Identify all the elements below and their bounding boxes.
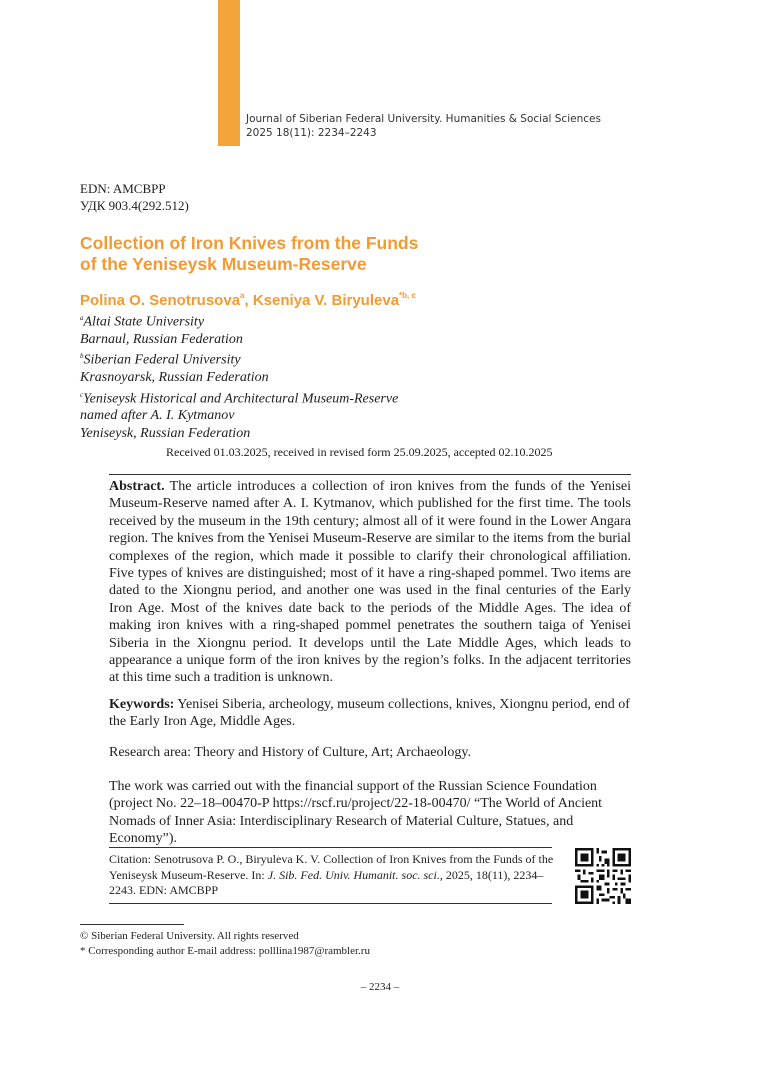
keywords-label: Keywords: bbox=[109, 697, 175, 712]
affiliation-c-location: Yeniseysk, Russian Federation bbox=[80, 425, 251, 441]
author-separator: , bbox=[244, 292, 253, 309]
udk-code: УДК 903.4(292.512) bbox=[80, 198, 189, 213]
abstract bbox=[109, 478, 631, 687]
affiliation-b-mark: b bbox=[80, 352, 84, 361]
keywords bbox=[109, 696, 631, 731]
affiliation-b bbox=[80, 348, 398, 369]
journal-name: Journal of Siberian Federal University. Humanities & Social Sciences bbox=[246, 113, 601, 125]
corresponding-author: * Corresponding author E-mail address: polllina1987@rambler.ru bbox=[80, 945, 370, 957]
research-area: Research area: Theory and History of Culture, Art; Archaeology. bbox=[109, 745, 471, 760]
citation bbox=[109, 852, 556, 899]
article-identifiers bbox=[80, 180, 189, 214]
affiliation-a-mark: a bbox=[80, 314, 84, 322]
affiliation-b-location: Krasnoyarsk, Russian Federation bbox=[80, 370, 269, 386]
author-senotrusova: Polina O. Senotrusova bbox=[80, 292, 241, 309]
affiliations bbox=[80, 310, 398, 442]
keywords-text: Yenisei Siberia, archeology, museum collections, knives, Xiongnu period, end of the Early Iron Age, Middle Ages. bbox=[109, 697, 630, 730]
page-number: – 2234 – bbox=[360, 981, 400, 993]
abstract-text: The article introduces a collection of iron knives from the funds of the Yenisei Museum-Reserve named after A. I. Kytmanov, which published for the first time. The tools received by the museum in the 19th century; almost all of it were found in the Lower Angara region. The knives from the Yenisei Museum-Reserve are similar to the items from the burial complexes of the region, which made it possible to clarify their chronological affiliation. Five types of knives are distinguished; most of it have a ring-shaped pommel. Two items are dated to the Xiongnu period, and another one was used in the final centuries of the Early Iron Age. Most of the knives date back to the periods of the Middle Ages. The idea of making iron knives with a ring-shaped pommel penetrates the southern taiga of Yenisei Siberia in the Xiongnu period. It develops until the Late Middle Ages, which leads to appearance a unique form of the iron knives by the region’s folks. In the adjacent territories at this time such a tradition is unknown. bbox=[109, 479, 631, 686]
affiliation-a-location: Barnaul, Russian Federation bbox=[80, 331, 243, 347]
abstract-top-rule bbox=[109, 474, 631, 475]
edn-code: EDN: AMCBPP bbox=[80, 181, 166, 196]
citation-details: , 2025, 18(11), 2234–2243. EDN: AMCBPP bbox=[109, 867, 544, 897]
header-accent-bar bbox=[218, 0, 240, 146]
citation-top-rule bbox=[109, 847, 552, 848]
citation-bottom-rule bbox=[109, 903, 552, 904]
author-2-affiliation-mark: *b, c bbox=[399, 291, 416, 300]
author-1-affiliation-mark: a bbox=[240, 291, 245, 300]
affiliation-a-name: Altai State University bbox=[83, 314, 205, 330]
author-biryuleva: Kseniya V. Biryuleva bbox=[252, 292, 400, 309]
affiliation-c-name-cont: named after A. I. Kytmanov bbox=[80, 408, 235, 424]
affiliation-a bbox=[80, 310, 398, 331]
affiliation-c bbox=[80, 387, 398, 408]
article-title bbox=[80, 233, 500, 275]
affiliation-b-name: Siberian Federal University bbox=[83, 352, 241, 368]
journal-issue: 2025 18(11): 2234–2243 bbox=[246, 127, 377, 139]
qr-code-icon[interactable] bbox=[575, 848, 631, 904]
copyright-notice: © Siberian Federal University. All rights reserved bbox=[80, 930, 299, 942]
title-line-1: Collection of Iron Knives from the Funds bbox=[80, 233, 419, 253]
funding-statement: The work was carried out with the financial support of the Russian Science Foundation (project No. 22–18–00470-P https://rscf.ru/project/22-18-00470/ “The World of Ancient Nomads of Inner Asia: Interdisciplinary Research of Material Culture, Statues, and Economy”). bbox=[109, 779, 603, 847]
received-dates: Received 01.03.2025, received in revised form 25.09.2025, accepted 02.10.2025 bbox=[166, 445, 553, 459]
affiliation-c-name: Yeniseysk Historical and Architectural Museum-Reserve bbox=[83, 391, 399, 407]
citation-journal: J. Sib. Fed. Univ. Humanit. soc. sci. bbox=[267, 867, 440, 882]
abstract-label: Abstract. bbox=[109, 479, 165, 494]
citation-text: Citation: Senotrusova P. O., Biryuleva K. V. Collection of Iron Knives from the Funds of the Yeniseysk Museum-Reserve. In: bbox=[109, 852, 554, 882]
author-list bbox=[80, 292, 416, 309]
footnote-rule bbox=[80, 924, 184, 925]
footnotes bbox=[80, 929, 370, 959]
journal-header bbox=[246, 112, 601, 140]
affiliation-c-mark: c bbox=[80, 390, 84, 399]
title-line-2: of the Yeniseysk Museum-Reserve bbox=[80, 254, 367, 274]
